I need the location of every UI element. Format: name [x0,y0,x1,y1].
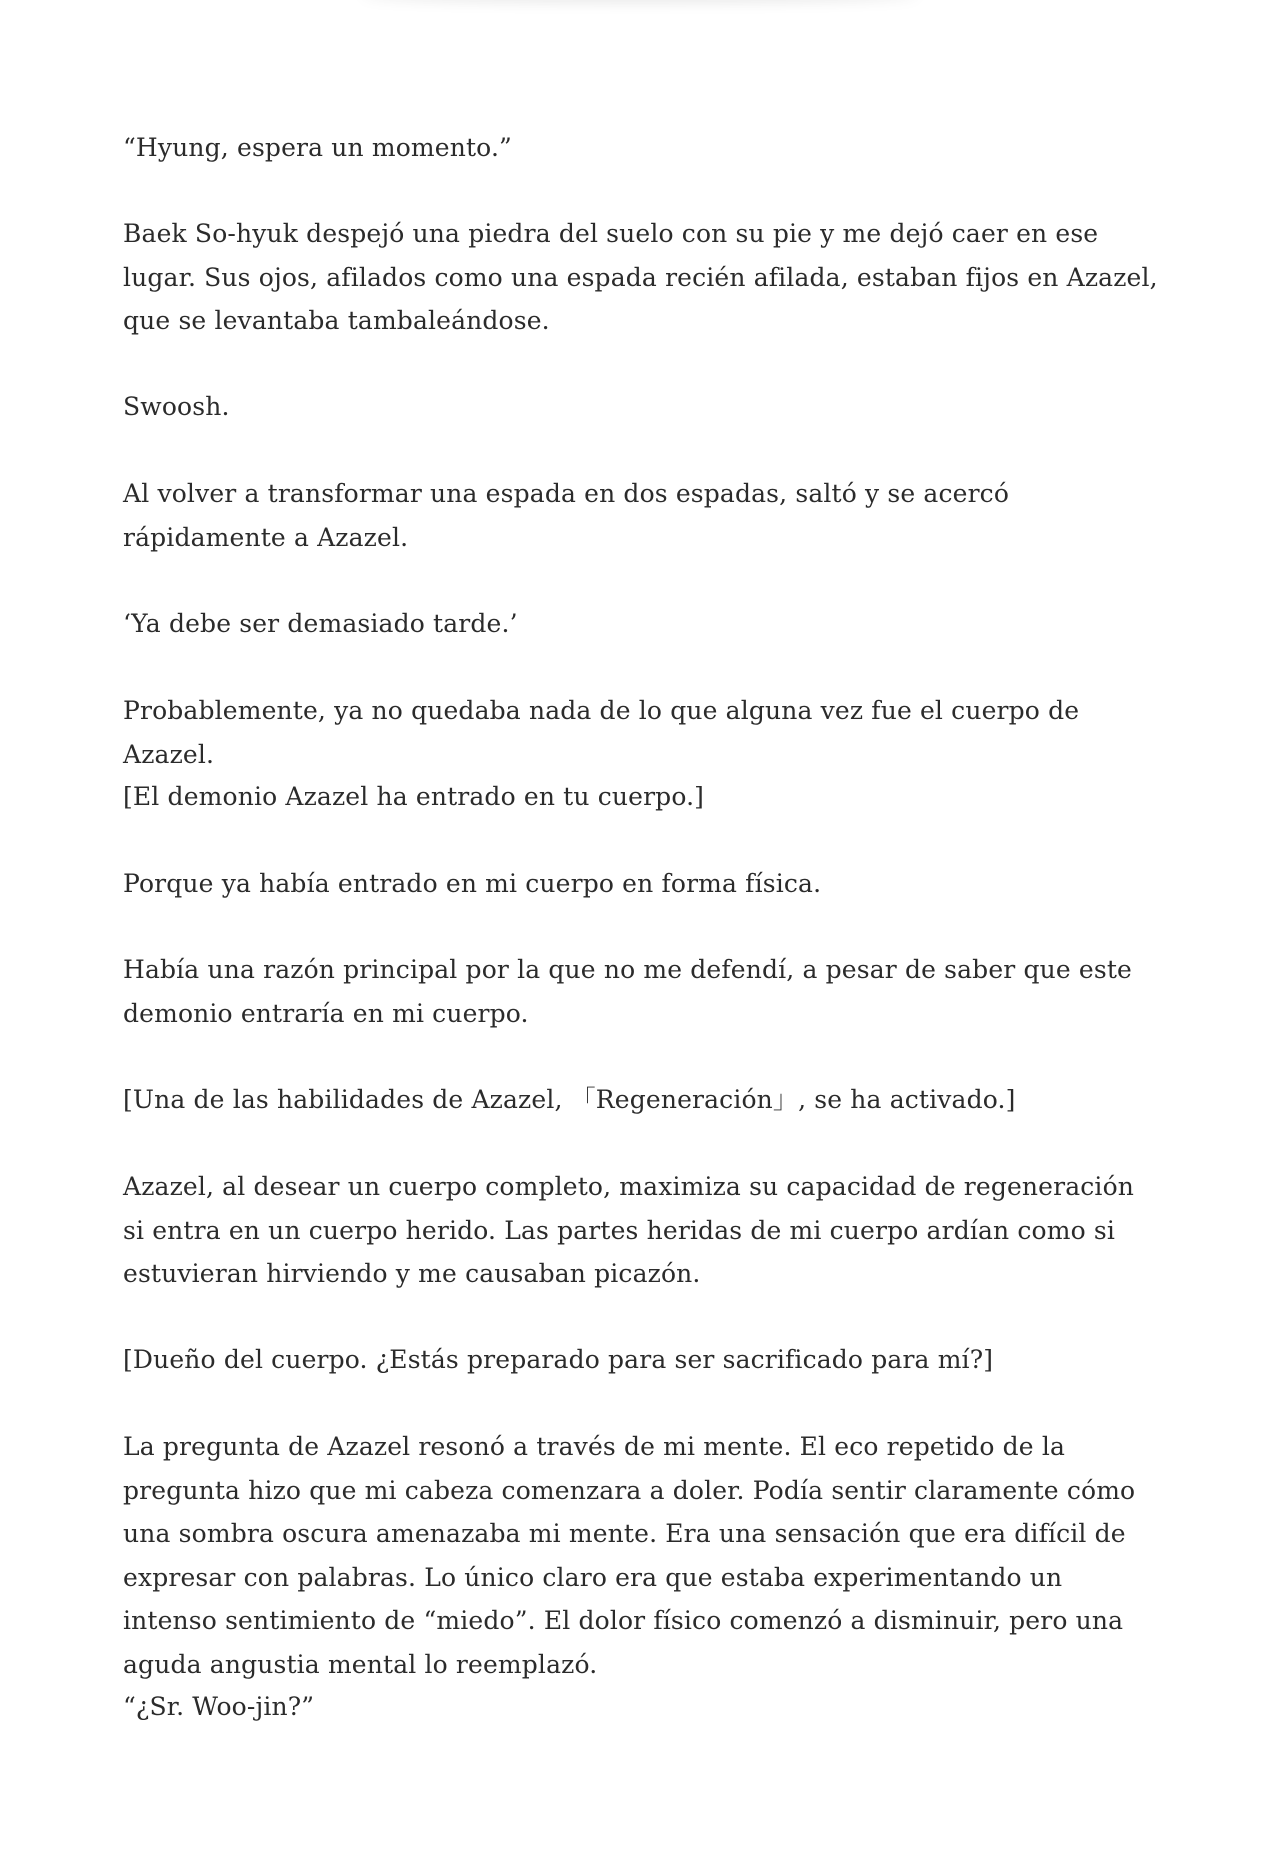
system-message-sacrifice: [Dueño del cuerpo. ¿Estás preparado para ser sacrificado para mí?] [123,1345,994,1374]
paragraph-fear: La pregunta de Azazel resonó a través de mi mente. El eco repetido de la pregunta hizo que mi cabeza comenzara a doler. Podía sentir claramente cómo una sombra oscura amenazaba mi mente. Era una sensación que era difícil de expresar con palabras. Lo único claro era que estaba experimentando un intenso sentimiento de “miedo”. El dolor físico comenzó a disminuir, pero una aguda angustia mental lo reemplazó. [123,1432,1136,1679]
paragraph-too-late: ‘Ya debe ser demasiado tarde.’ [123,609,518,638]
paragraph-regeneration: Azazel, al desear un cuerpo completo, maximiza su capacidad de regeneración si entra en un cuerpo herido. Las partes heridas de mi cuerpo ardían como si estuvieran hirviendo y me causaban picazón. [123,1172,1135,1288]
system-message-regeneration: [Una de las habilidades de Azazel, 「Regeneración」, se ha activado.] [123,1085,1016,1114]
paragraph-main-reason: Había una razón principal por la que no me defendí, a pesar de saber que este demonio entraría en mi cuerpo. [123,955,1132,1028]
paragraph-physical-form: Porque ya había entrado en mi cuerpo en forma física. [123,869,822,898]
system-message-demon-entered: [El demonio Azazel ha entrado en tu cuerpo.] [123,782,705,811]
paragraph-transform-sword: Al volver a transformar una espada en dos espadas, saltó y se acercó rápidamente a Azazel. [123,479,1010,552]
paragraph-azazel-body: Probablemente, ya no quedaba nada de lo que alguna vez fue el cuerpo de Azazel. [123,696,1080,769]
paragraph-dialogue-hyung: “Hyung, espera un momento.” [123,133,512,162]
paragraph-dialogue-woo-jin: “¿Sr. Woo-jin?” [123,1692,315,1721]
paragraph-baek-so-hyuk: Baek So-hyuk despejó una piedra del suelo con su pie y me dejó caer en ese lugar. Sus ojos, afilados como una espada recién afilada, estaban fijos en Azazel, que se levantaba tambaleándose. [123,219,1158,335]
paragraph-swoosh: Swoosh. [123,392,230,421]
